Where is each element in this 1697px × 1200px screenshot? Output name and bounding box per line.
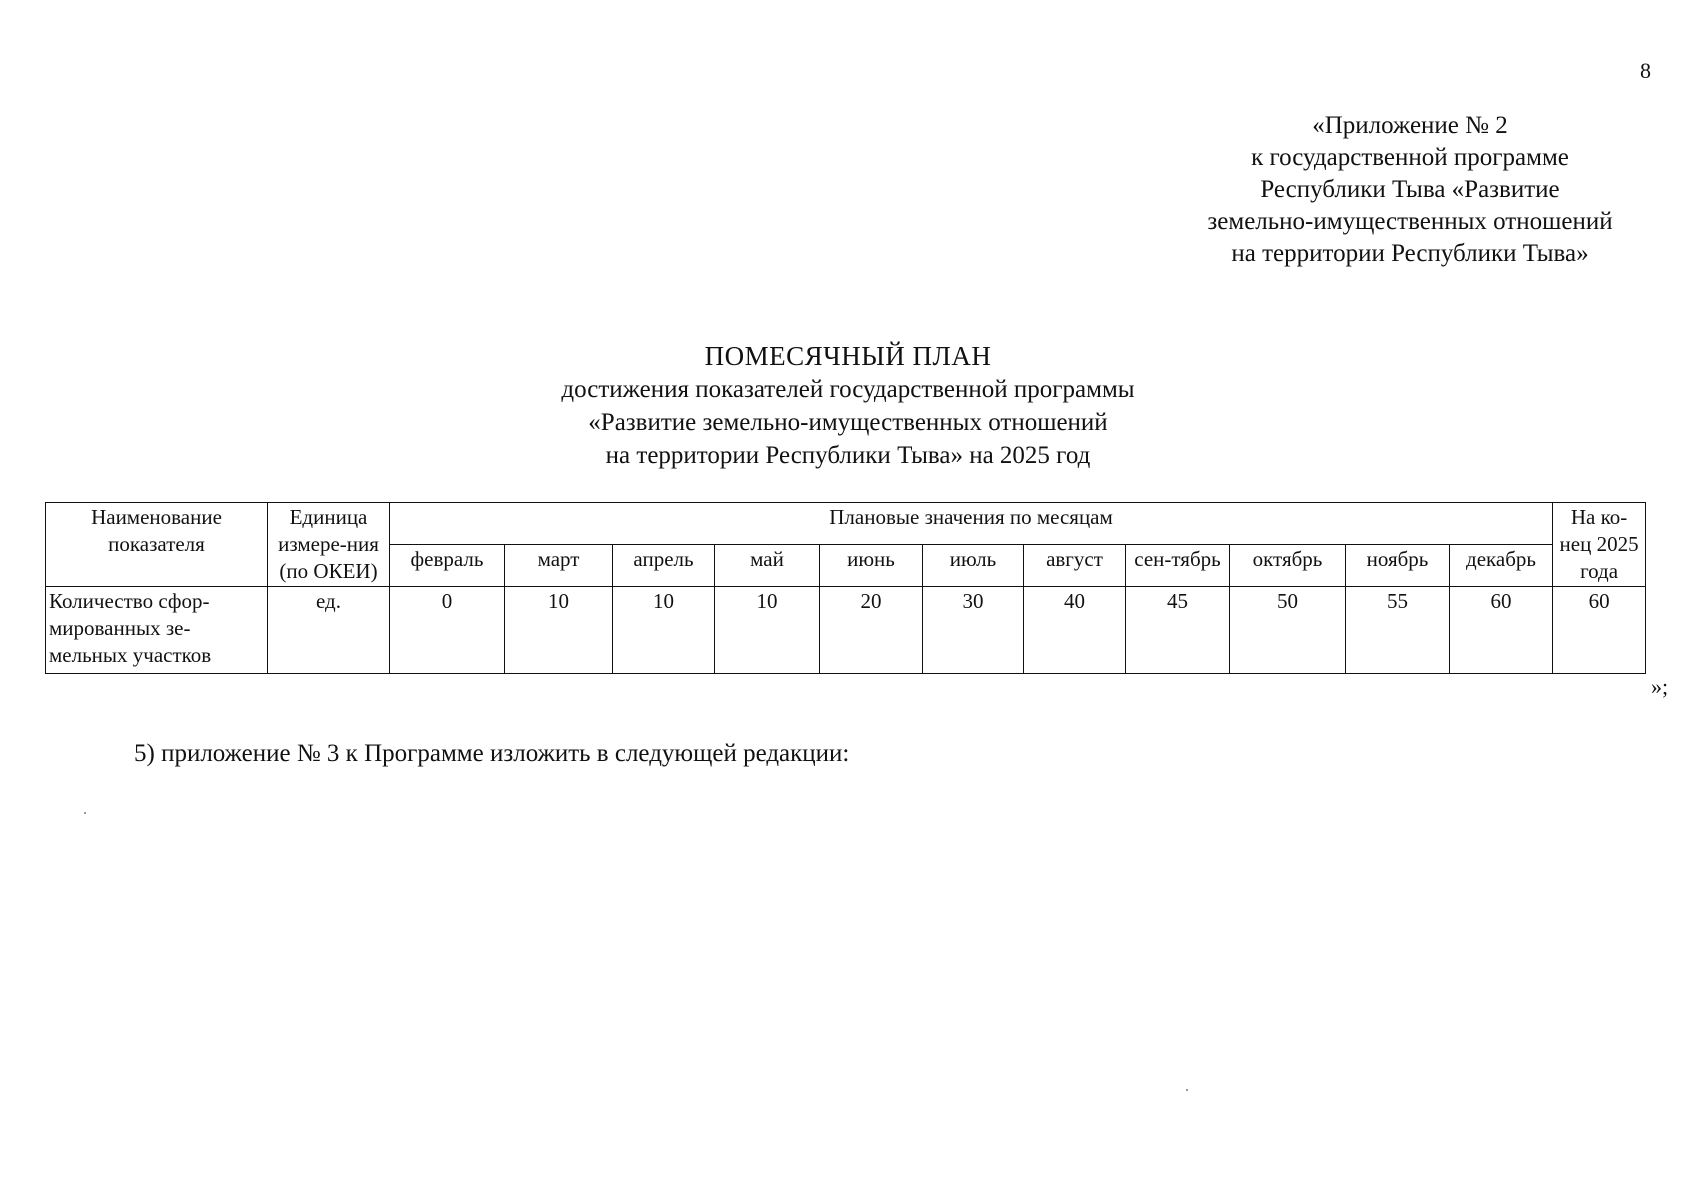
row-month-value: 10: [715, 587, 820, 674]
header-year-end: На ко-нец 2025 года: [1553, 503, 1646, 587]
header-month: сен-тябрь: [1126, 545, 1230, 587]
header-monthly-group: Плановые значения по месяцам: [390, 503, 1553, 545]
header-month: февраль: [390, 545, 505, 587]
row-month-value: 30: [923, 587, 1024, 674]
row-month-value: 10: [505, 587, 613, 674]
row-month-value: 0: [390, 587, 505, 674]
row-month-value: 20: [820, 587, 923, 674]
closing-quote-mark: »;: [1651, 674, 1669, 699]
appendix-note-line: на территории Республики Тыва»: [1231, 240, 1589, 267]
appendix-note-line: «Приложение № 2: [1312, 112, 1508, 139]
header-month: август: [1024, 545, 1126, 587]
scan-speck: [1186, 1089, 1188, 1091]
row-unit: ед.: [268, 587, 390, 674]
scan-speck: [84, 812, 86, 814]
row-year-end-value: 60: [1553, 587, 1646, 674]
header-unit: Единица измере-ния (по ОКЕИ): [268, 503, 390, 587]
row-month-value: 60: [1450, 587, 1553, 674]
row-month-value: 55: [1346, 587, 1450, 674]
title-line: достижения показателей государственной программы: [561, 376, 1135, 403]
instruction-paragraph: 5) приложение № 3 к Программе изложить в следующей редакции:: [134, 740, 850, 767]
appendix-note-line: к государственной программе: [1251, 144, 1569, 171]
row-month-value: 50: [1230, 587, 1346, 674]
row-month-value: 10: [613, 587, 715, 674]
document-title: [448, 340, 1248, 472]
row-month-value: 45: [1126, 587, 1230, 674]
table-row: [46, 587, 1646, 674]
header-month: ноябрь: [1346, 545, 1450, 587]
appendix-note-line: земельно-имущественных отношений: [1207, 208, 1613, 235]
header-month: декабрь: [1450, 545, 1553, 587]
monthly-plan-table: [45, 502, 1646, 674]
header-month: июнь: [820, 545, 923, 587]
header-month: май: [715, 545, 820, 587]
header-month: октябрь: [1230, 545, 1346, 587]
title-heading: ПОМЕСЯЧНЫЙ ПЛАН: [704, 341, 992, 371]
header-month: апрель: [613, 545, 715, 587]
header-month: март: [505, 545, 613, 587]
header-indicator: Наименование показателя: [46, 503, 268, 587]
appendix-note-line: Республики Тыва «Развитие: [1260, 176, 1560, 203]
appendix-note: [1170, 110, 1650, 270]
row-month-value: 40: [1024, 587, 1126, 674]
title-line: «Развитие земельно-имущественных отношений: [588, 409, 1108, 436]
title-line: на территории Республики Тыва» на 2025 год: [605, 442, 1091, 469]
row-indicator: Количество сфор-мированных зе-мельных участков: [46, 587, 268, 674]
page-number: 8: [1640, 58, 1651, 83]
header-month: июль: [923, 545, 1024, 587]
